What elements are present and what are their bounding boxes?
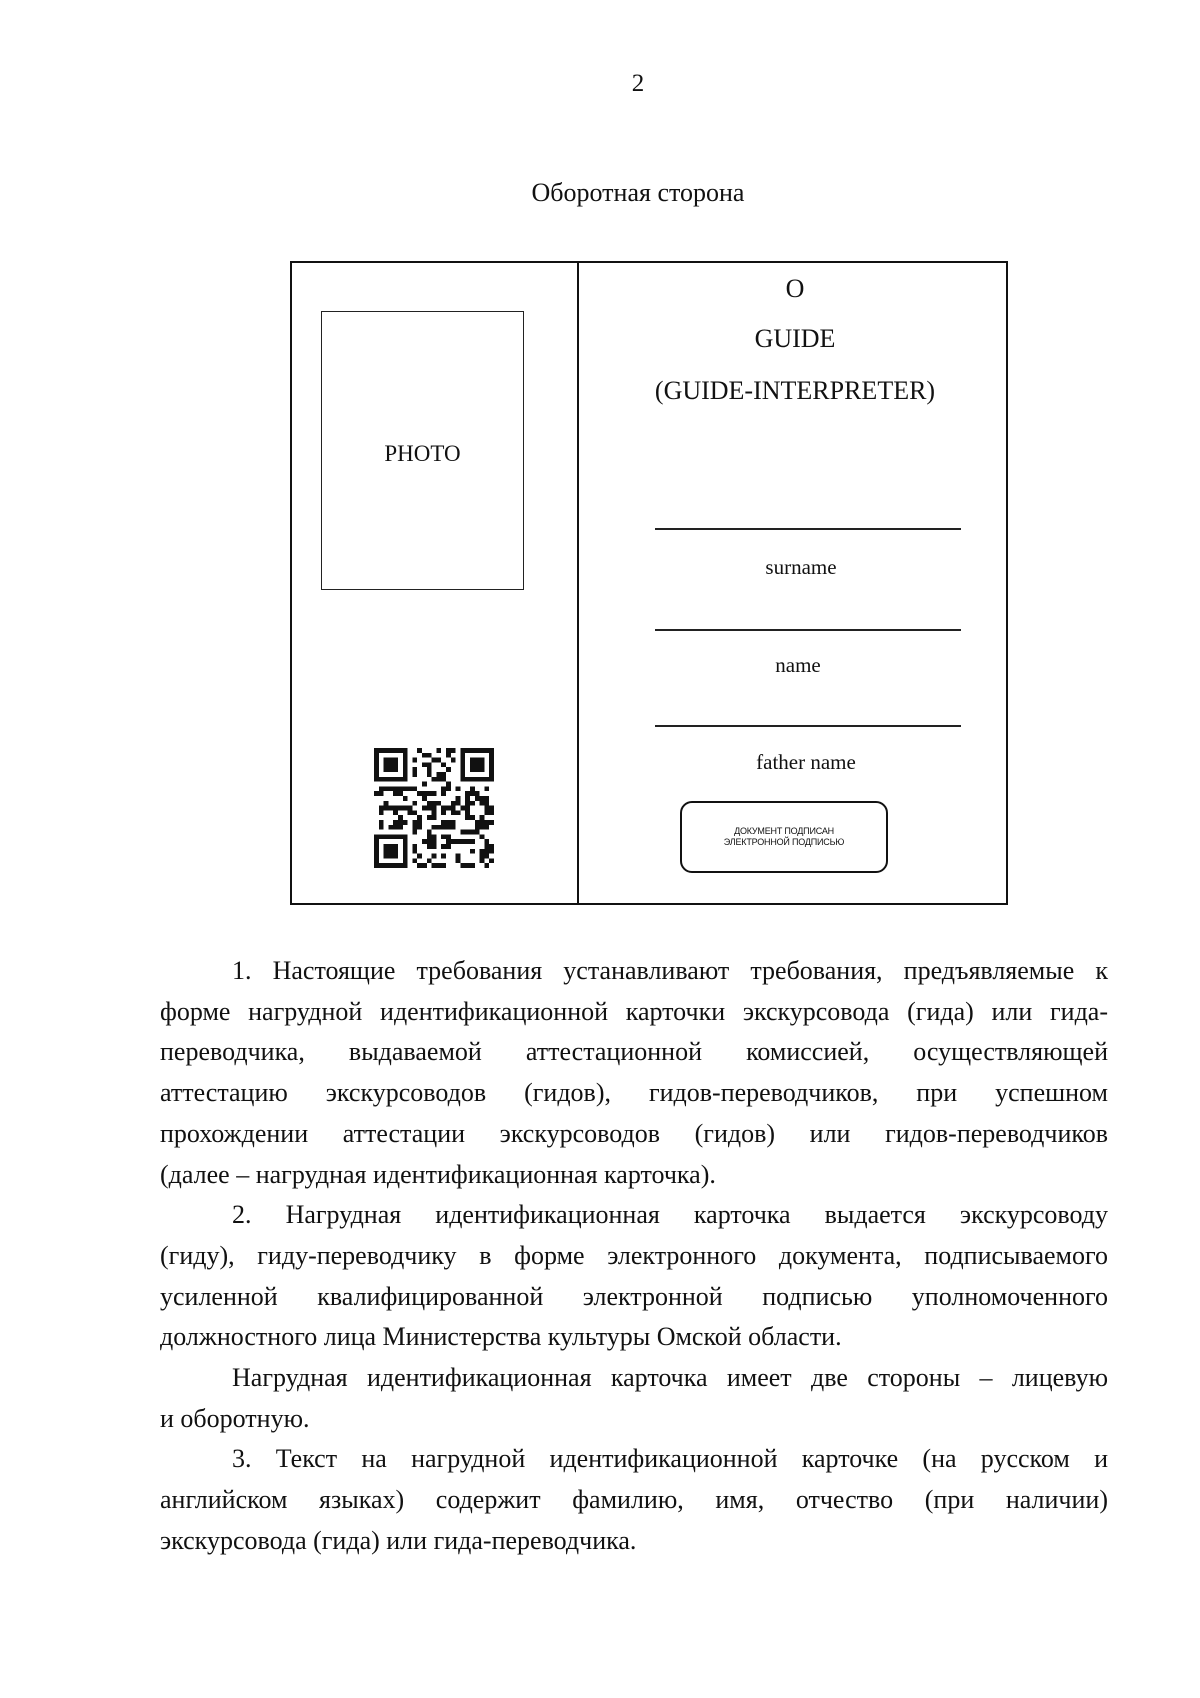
name-label: name — [775, 653, 821, 677]
card-title: GUIDE — [754, 324, 836, 353]
card-divider — [577, 261, 579, 905]
section-title: Оборотная сторона — [531, 178, 745, 207]
stamp-line-2: ЭЛЕКТРОННОЙ ПОДПИСЬЮ — [723, 837, 845, 847]
paragraph-line: экскурсовода (гида) или гида-переводчика. — [160, 1525, 637, 1555]
card-symbol: O — [785, 274, 805, 303]
paragraph-line: Нагрудная идентификационная карточка имеет две стороны – лицевую — [232, 1363, 1108, 1393]
father-name-label: father name — [756, 750, 856, 774]
surname-label: surname — [765, 555, 837, 579]
surname-line — [655, 528, 961, 530]
paragraph-line: усиленной квалифицированной электронной подписью уполномоченного — [160, 1281, 1108, 1311]
paragraph — [160, 1439, 1108, 1561]
paragraph-line: должностного лица Министерства культуры Омской области. — [160, 1322, 842, 1352]
father-name-line — [655, 725, 961, 727]
paragraph-line: 1. Настоящие требования устанавливают требования, предъявляемые к — [232, 956, 1108, 985]
paragraph-line: английском языках) содержит фамилию, имя, отчество (при наличии) — [160, 1485, 1108, 1515]
paragraph-line: прохождении аттестации экскурсоводов (гидов) или гидов-переводчиков — [160, 1118, 1108, 1148]
stamp-line-1: ДОКУМЕНТ ПОДПИСАН — [734, 826, 834, 836]
paragraph-line: и оборотную. — [160, 1403, 310, 1433]
paragraph-line: переводчика, выдаваемой аттестационной комиссией, осуществляющей — [160, 1037, 1108, 1067]
electronic-signature-stamp — [680, 801, 888, 873]
name-line — [655, 629, 961, 631]
paragraph-line: (гиду), гиду-переводчику в форме электронного документа, подписываемого — [160, 1240, 1108, 1270]
paragraph-line: 3. Текст на нагрудной идентификационной карточке (на русском и — [232, 1444, 1108, 1474]
body-text — [160, 951, 1108, 1562]
card-subtitle: (GUIDE-INTERPRETER) — [654, 376, 936, 405]
paragraph-line: (далее – нагрудная идентификационная карточка). — [160, 1159, 716, 1189]
page-number: 2 — [631, 70, 645, 97]
paragraph-line: форме нагрудной идентификационной карточки экскурсовода (гида) или гида- — [160, 996, 1108, 1026]
qr-code-icon — [374, 744, 494, 872]
paragraph — [160, 1358, 1108, 1439]
paragraph — [160, 1195, 1108, 1358]
paragraph — [160, 951, 1108, 1195]
paragraph-line: аттестацию экскурсоводов (гидов), гидов-переводчиков, при успешном — [160, 1078, 1108, 1108]
photo-label: PHOTO — [384, 441, 461, 466]
paragraph-line: 2. Нагрудная идентификационная карточка выдается экскурсоводу — [232, 1200, 1108, 1230]
